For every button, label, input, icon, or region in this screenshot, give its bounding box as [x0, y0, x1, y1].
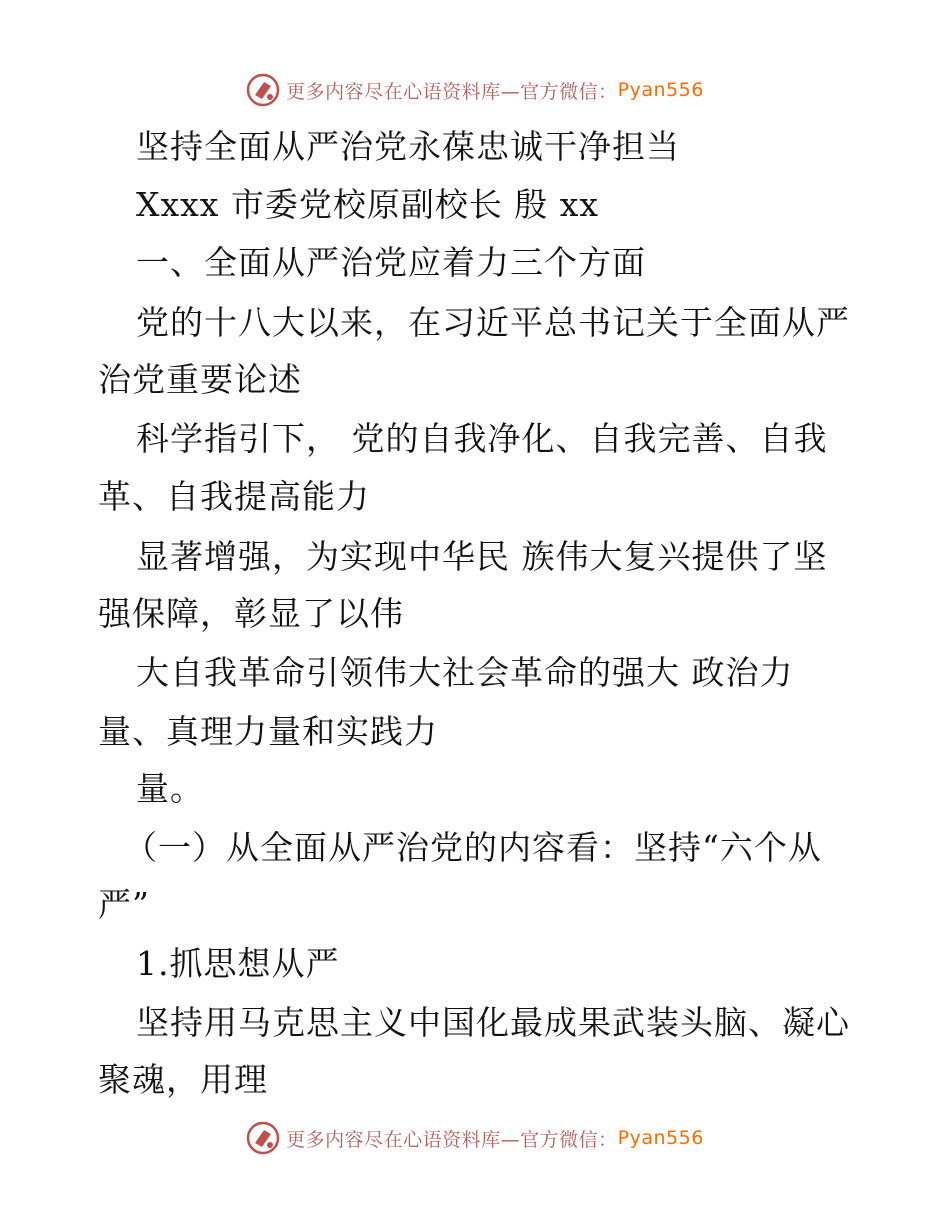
watermark-text: 更多内容尽在心语资料库—官方微信：	[286, 1128, 618, 1151]
footer-watermark	[0, 1118, 950, 1158]
paragraph-line: 坚持用马克思主义中国化最成果武装头脑、凝心	[136, 1003, 850, 1042]
paragraph-line: 量、真理力量和实践力	[98, 712, 438, 751]
paragraph-line: 党的十八大以来，在习近平总书记关于全面从严	[136, 303, 850, 342]
numbered-item-heading: 1.抓思想从严	[136, 944, 340, 983]
paragraph-line: 科学指引下， 党的自我净化、自我完善、自我	[136, 419, 828, 458]
paragraph-line: 革、自我提高能力	[98, 477, 370, 516]
document-author: Xxxx 市委党校原副校长 殷 xx	[136, 185, 600, 224]
paragraph-line: 聚魂，用理	[98, 1060, 268, 1099]
watermark-wechat-id: Pyan556	[617, 1127, 704, 1149]
subsection-heading-continued: 严”	[98, 885, 150, 924]
subsection-heading: （一）从全面从严治党的内容看：坚持“六个从	[124, 828, 822, 867]
paragraph-line: 强保障，彰显了以伟	[98, 594, 404, 633]
paragraph-line: 治党重要论述	[98, 360, 302, 399]
document-title: 坚持全面从严治党永葆忠诚干净担当	[136, 127, 680, 166]
watermark-logo-icon	[246, 1121, 280, 1155]
paragraph-line: 大自我革命引领伟大社会革命的强大 政治力	[136, 653, 794, 692]
watermark-text: 更多内容尽在心语资料库—官方微信：	[286, 80, 618, 103]
paragraph-line: 显著增强，为实现中华民 族伟大复兴提供了坚	[136, 537, 828, 576]
section-heading: 一、全面从严治党应着力三个方面	[136, 243, 646, 282]
paragraph-line: 量。	[136, 769, 204, 808]
watermark-wechat-id: Pyan556	[617, 79, 704, 101]
